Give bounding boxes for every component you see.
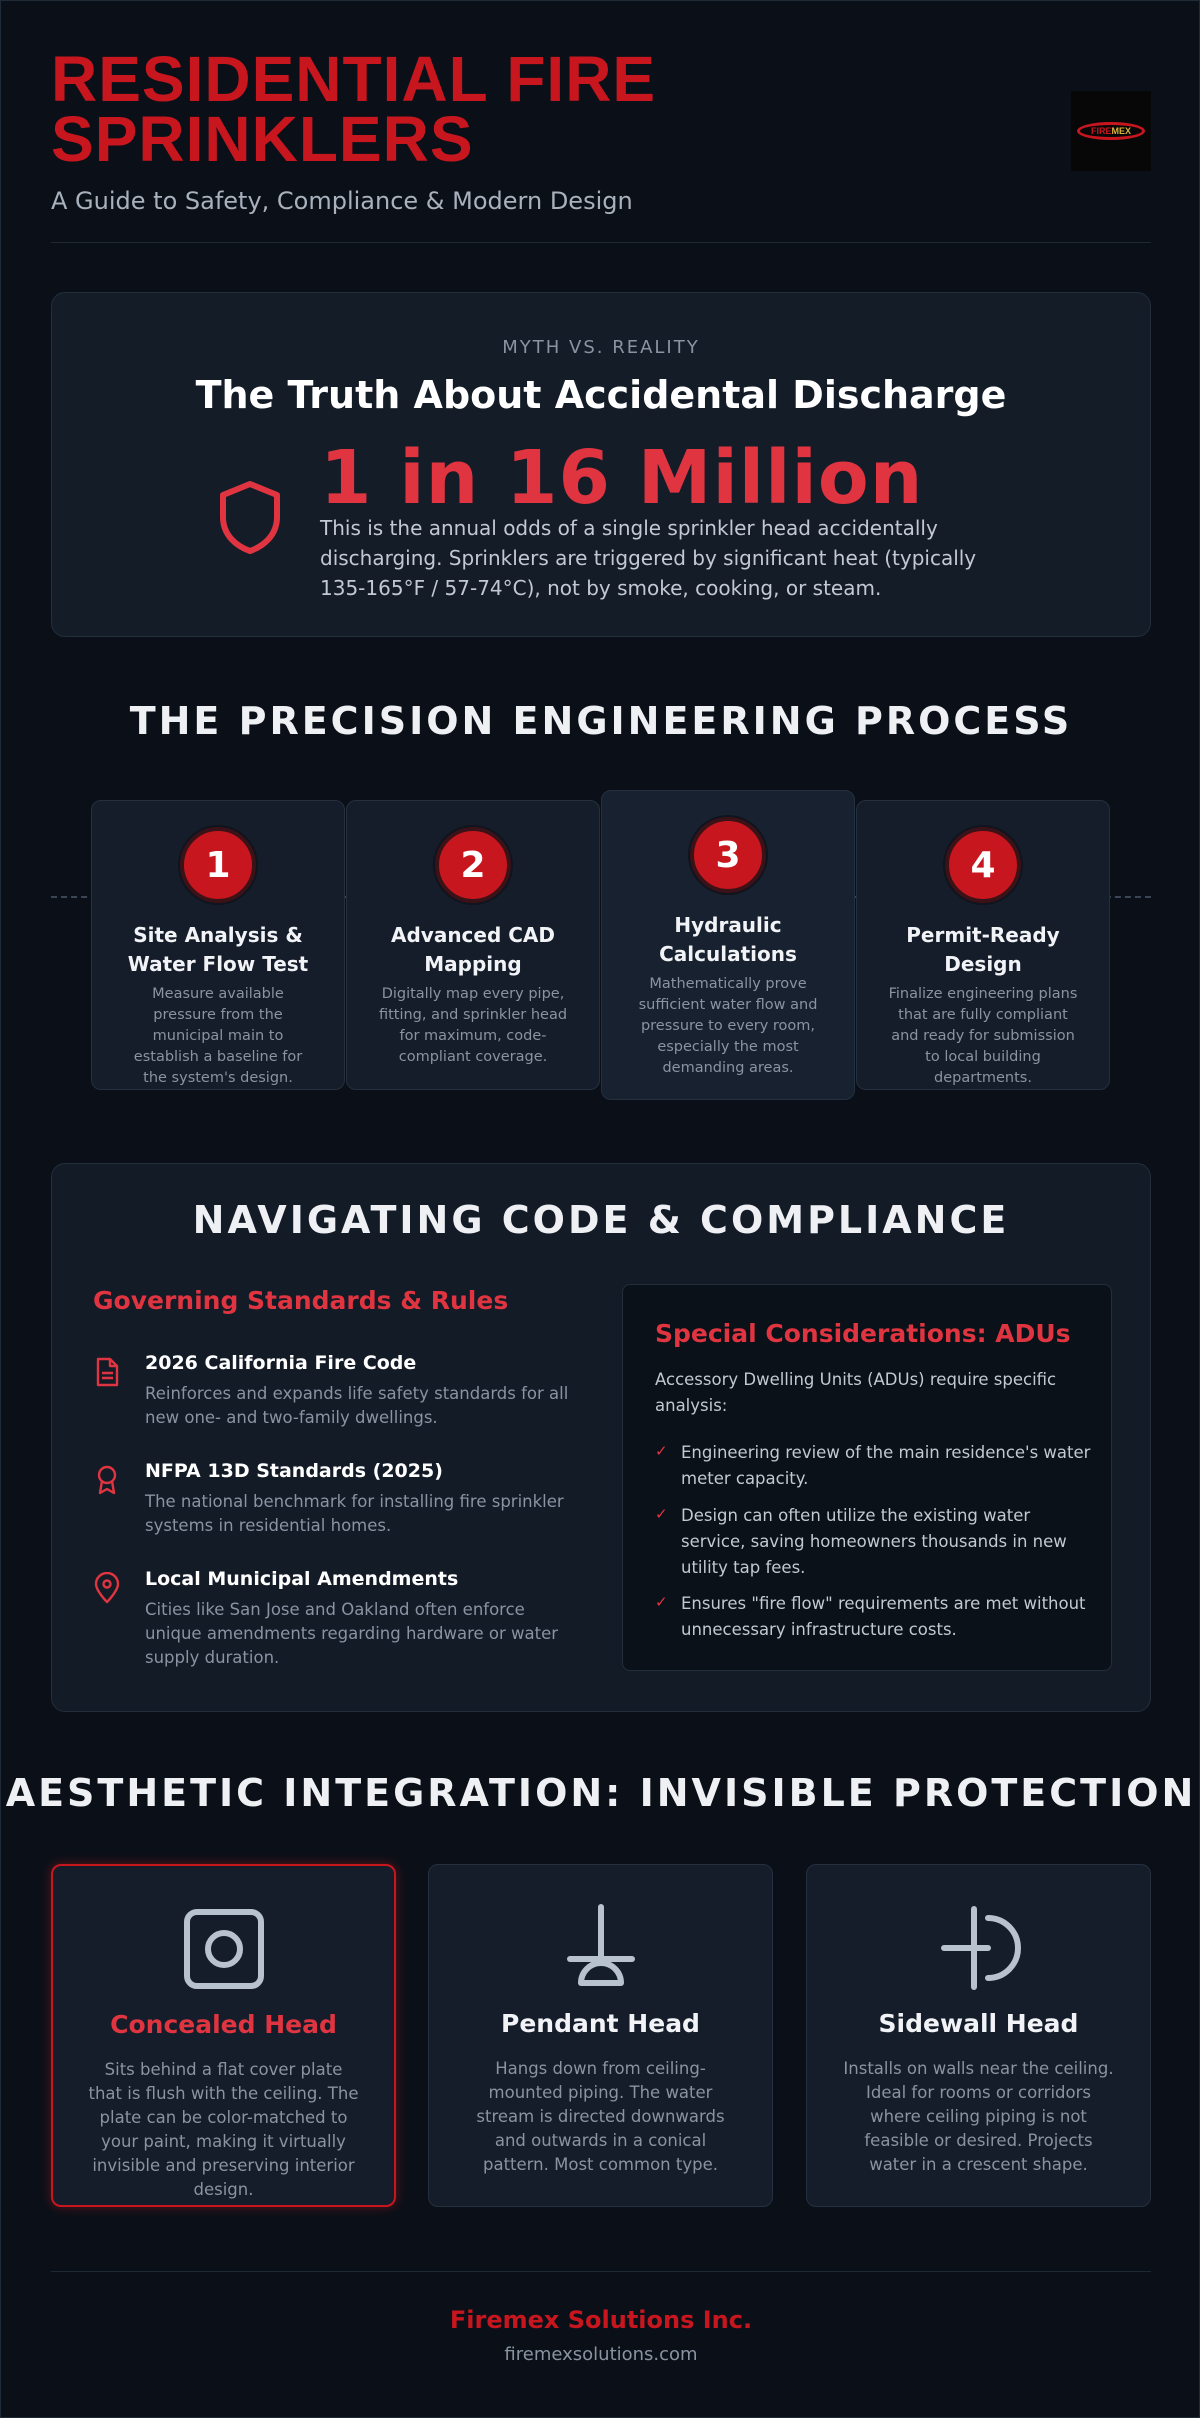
code-compliance-card	[51, 1163, 1151, 1712]
aesthetic-title: AESTHETIC INTEGRATION: INVISIBLE PROTECTION	[5, 1771, 1197, 1815]
step-number: 3	[690, 817, 766, 893]
concealed-head-icon	[179, 1904, 269, 1994]
head-title: Pendant Head	[501, 2009, 700, 2038]
code-title: NAVIGATING CODE & COMPLIANCE	[192, 1198, 1010, 1242]
map-pin-icon	[93, 1572, 121, 1604]
pendant-head-icon	[556, 1903, 646, 1993]
rule-title: NFPA 13D Standards (2025)	[145, 1460, 443, 1482]
process-title: THE PRECISION ENGINEERING PROCESS	[129, 699, 1073, 743]
adu-title: Special Considerations: ADUs	[655, 1319, 1071, 1348]
step-number: 4	[945, 827, 1021, 903]
step-title: Hydraulic Calculations	[659, 913, 797, 966]
adu-considerations-panel: Special Considerations: ADUs Accessory Dwelling Units (ADUs) require specific analysis: ✓ Engineering review of the main residence's water meter capacity. ✓ Design can often utilize the existing water service, saving homeowners thousands in new utility tap fees. ✓ Ensures "fire flow" requirements are met without unnecessary infrastructure costs.	[622, 1284, 1112, 1671]
process-step-1	[91, 800, 345, 1090]
award-icon	[93, 1464, 121, 1496]
sidewall-head-icon	[934, 1903, 1024, 1993]
company-url[interactable]: firemexsolutions.com	[504, 2344, 698, 2365]
pendant-head-card	[428, 1864, 773, 2207]
company-logo: FIREMEX	[1071, 91, 1151, 171]
myth-card	[51, 292, 1151, 637]
head-title: Concealed Head	[110, 2010, 337, 2039]
myth-kicker: MYTH VS. REALITY	[502, 337, 700, 358]
head-description: Installs on walls near the ceiling. Ideal for rooms or corridors where ceiling piping is not feasible or desired. Projects water in a crescent shape.	[843, 2059, 1114, 2174]
shield-icon	[216, 479, 284, 555]
step-title: Advanced CAD Mapping	[390, 923, 556, 976]
discharge-odds-stat: 1 in 16 Million	[320, 435, 924, 521]
check-icon: ✓	[655, 1442, 668, 1460]
standards-heading: Governing Standards & Rules	[93, 1286, 509, 1315]
process-step-2	[346, 800, 600, 1090]
process-step-3	[601, 790, 855, 1100]
concealed-head-card	[51, 1864, 396, 2207]
head-description: Hangs down from ceiling-mounted piping. The water stream is directed downwards and outwards in a conical pattern. Most common type.	[476, 2059, 725, 2174]
page-footer	[51, 2271, 1151, 2365]
page-title: RESIDENTIAL FIRE SPRINKLERS	[51, 43, 657, 175]
rule-title: Local Municipal Amendments	[145, 1568, 459, 1590]
head-title: Sidewall Head	[878, 2009, 1079, 2038]
process-step-4	[856, 800, 1110, 1090]
sidewall-head-card	[806, 1864, 1151, 2207]
rule-description: Cities like San Jose and Oakland often enforce unique amendments regarding hardware or water supply duration.	[145, 1600, 559, 1667]
step-description: Digitally map every pipe, fitting, and sprinkler head for maximum, code-compliant coverage.	[378, 986, 568, 1065]
page-header	[51, 43, 1151, 243]
rule-description: The national benchmark for installing fire sprinkler systems in residential homes.	[145, 1492, 564, 1535]
myth-heading: The Truth About Accidental Discharge	[195, 373, 1007, 417]
check-icon: ✓	[655, 1505, 668, 1523]
company-name: Firemex Solutions Inc.	[449, 2306, 753, 2334]
rule-description: Reinforces and expands life safety standards for all new one- and two-family dwellings.	[145, 1384, 569, 1427]
step-description: Mathematically prove sufficient water flow and pressure to every room, especially the most demanding areas.	[638, 976, 818, 1076]
step-description: Finalize engineering plans that are fully compliant and ready for submission to local building departments.	[888, 986, 1078, 1086]
check-icon: ✓	[655, 1593, 668, 1611]
step-title: Site Analysis & Water Flow Test	[127, 923, 309, 976]
rule-title: 2026 California Fire Code	[145, 1352, 417, 1374]
step-number: 1	[180, 827, 256, 903]
adu-intro: Accessory Dwelling Units (ADUs) require specific analysis:	[655, 1370, 1057, 1415]
page-subtitle: A Guide to Safety, Compliance & Modern Design	[51, 187, 633, 215]
step-description: Measure available pressure from the municipal main to establish a baseline for the system's design.	[133, 986, 303, 1086]
step-title: Permit-Ready Design	[906, 923, 1060, 976]
document-icon	[93, 1356, 121, 1388]
head-description: Sits behind a flat cover plate that is flush with the ceiling. The plate can be color-matched to your paint, making it virtually invisible and preserving interior design.	[88, 2060, 359, 2199]
step-number: 2	[435, 827, 511, 903]
myth-description: This is the annual odds of a single sprinkler head accidentally discharging. Sprinklers are triggered by significant heat (typically 135-165°F / 57-74°C), not by smoke, cooking, or steam.	[320, 516, 977, 600]
